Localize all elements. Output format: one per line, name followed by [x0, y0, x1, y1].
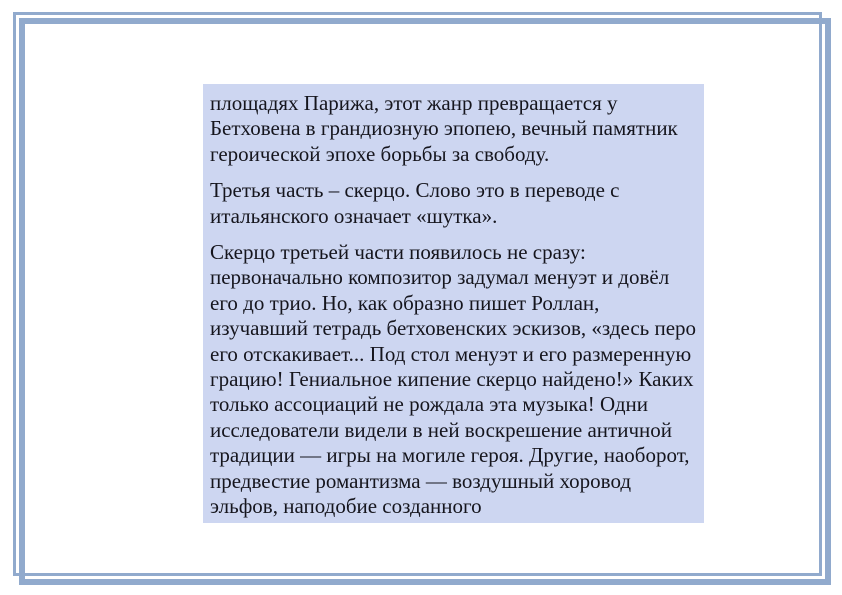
paragraph-third-movement-scherzo: Третья часть – скерцо. Слово это в переводе с итальянского означает «шутка».	[210, 178, 620, 228]
paragraph-genre-epic: площадях Парижа, этот жанр превращается у Бетховена в грандиозную эпопею, вечный памятник героической эпохе борьбы за свободу.	[210, 91, 678, 166]
content-textbox	[203, 84, 704, 523]
paragraph-scherzo-history: Скерцо третьей части появилось не сразу: первоначально композитор задумал менуэт и довёл его до трио. Но, как образно пишет Роллан, изучавший тетрадь бетховенских эскизов, «здесь перо его отскакивает... Под стол менуэт и его размеренную грацию! Гениальное кипение скерцо найдено!» Каких только ассоциаций не рождала эта музыка! Одни исследователи видели в ней воскрешение античной традиции — игры на могиле героя. Другие, наоборот, предвестие романтизма — воздушный хоровод эльфов, наподобие созданного	[210, 240, 697, 519]
